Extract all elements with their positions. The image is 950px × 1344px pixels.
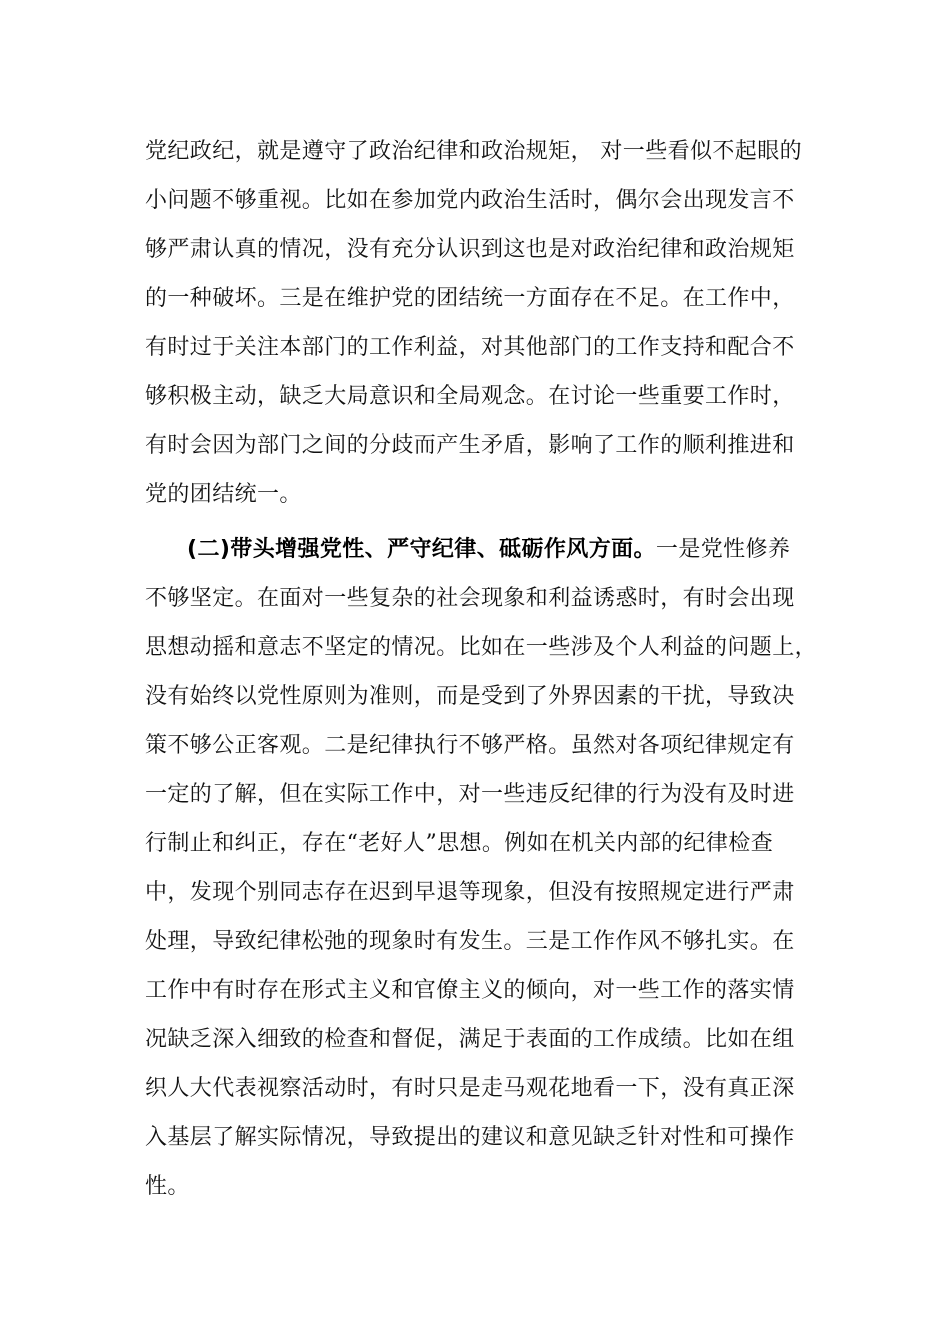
paragraph-line: 党的团结统一。 bbox=[145, 482, 302, 507]
paragraph-line: 况缺乏深入细致的检查和督促，满足于表面的工作成绩。比如在组 bbox=[145, 1027, 795, 1052]
paragraph-line: 思想动摇和意志不坚定的情况。比如在一些涉及个人利益的问题上， bbox=[145, 635, 818, 660]
section-text: 一是党性修养 bbox=[655, 537, 791, 562]
paragraph-line: 够严肃认真的情况，没有充分认识到这也是对政治纪律和政治规矩 bbox=[145, 237, 795, 262]
paragraph-line: 有时过于关注本部门的工作利益，对其他部门的工作支持和配合不 bbox=[145, 335, 795, 360]
paragraph-line: 性。 bbox=[145, 1174, 190, 1199]
section-heading-line bbox=[187, 530, 817, 570]
section-heading: (二)带头增强党性、严守纪律、砥砺作风方面。 bbox=[187, 537, 656, 562]
paragraph-line: 没有始终以党性原则为准则，而是受到了外界因素的干扰，导致决 bbox=[145, 684, 795, 709]
paragraph-line: 行制止和纠正，存在“老好人”思想。例如在机关内部的纪律检查 bbox=[145, 831, 774, 856]
paragraph-line: 够积极主动，缺乏大局意识和全局观念。在讨论一些重要工作时， bbox=[145, 384, 795, 409]
paragraph-line: 小问题不够重视。比如在参加党内政治生活时，偶尔会出现发言不 bbox=[145, 188, 795, 213]
paragraph-line: 策不够公正客观。二是纪律执行不够严格。虽然对各项纪律规定有 bbox=[145, 733, 795, 758]
paragraph-line: 一定的了解，但在实际工作中，对一些违反纪律的行为没有及时进 bbox=[145, 782, 795, 807]
paragraph-line: 不够坚定。在面对一些复杂的社会现象和利益诱惑时，有时会出现 bbox=[145, 586, 795, 611]
paragraph-line: 党纪政纪，就是遵守了政治纪律和政治规矩， 对一些看似不起眼的 bbox=[145, 139, 802, 164]
paragraph-line: 织人大代表视察活动时，有时只是走马观花地看一下，没有真正深 bbox=[145, 1076, 795, 1101]
paragraph-line: 有时会因为部门之间的分歧而产生矛盾，影响了工作的顺利推进和 bbox=[145, 433, 795, 458]
paragraph-line: 处理，导致纪律松弛的现象时有发生。三是工作作风不够扎实。在 bbox=[145, 929, 795, 954]
paragraph-line: 的一种破坏。三是在维护党的团结统一方面存在不足。在工作中， bbox=[145, 286, 795, 311]
paragraph-line: 入基层了解实际情况，导致提出的建议和意见缺乏针对性和可操作 bbox=[145, 1125, 795, 1150]
paragraph-line: 中，发现个别同志存在迟到早退等现象，但没有按照规定进行严肃 bbox=[145, 880, 795, 905]
paragraph-line: 工作中有时存在形式主义和官僚主义的倾向，对一些工作的落实情 bbox=[145, 978, 795, 1003]
